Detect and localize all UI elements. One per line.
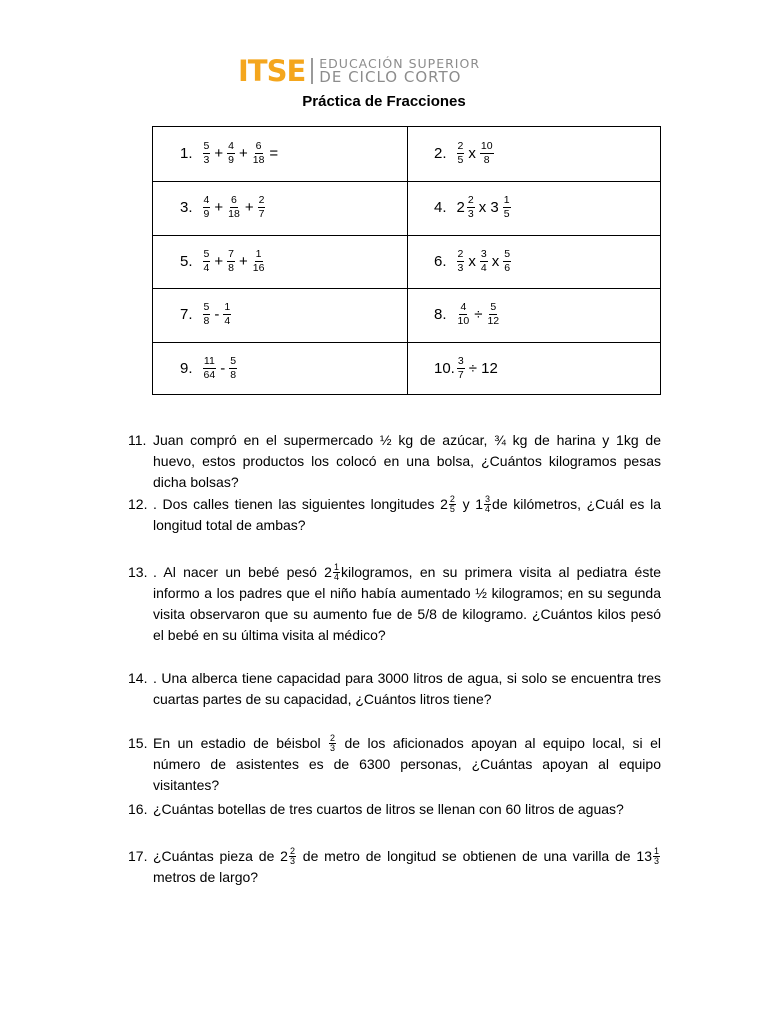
fraction-numerator: 3: [457, 355, 464, 367]
fraction-denominator: 4: [224, 315, 231, 327]
fraction-denominator: 8: [483, 154, 490, 166]
problem-text-segment: de metro de longitud se obtienen de una varilla de 13: [296, 848, 652, 864]
inline-fraction: [289, 847, 296, 866]
word-problem: [128, 494, 661, 536]
fraction-numerator: 3: [480, 248, 487, 260]
fraction: [503, 195, 511, 220]
fraction-denominator: 9: [203, 208, 210, 220]
operator: -: [214, 306, 220, 323]
problem-text: [153, 494, 661, 536]
exercise-number: 9.: [180, 360, 193, 377]
fraction: [227, 249, 235, 274]
fraction-denominator: 8: [203, 315, 210, 327]
fraction-denominator: 3: [457, 262, 464, 274]
fraction: [252, 249, 266, 274]
fraction-numerator: 4: [460, 301, 467, 313]
fraction-numerator: 4: [203, 194, 210, 206]
operator: ÷: [474, 306, 483, 323]
fraction-numerator: 11: [203, 355, 215, 367]
fraction-numerator: 6: [231, 194, 237, 206]
problem-number: 14.: [128, 670, 148, 686]
problem-text-segment: . Al nacer un bebé pesó 2: [153, 564, 332, 580]
fraction-denominator: 64: [203, 369, 216, 381]
operator: +: [214, 145, 224, 162]
fraction-denominator: 10: [457, 315, 470, 327]
fraction: [229, 356, 237, 381]
fraction-numerator: 3: [485, 493, 491, 504]
fraction-numerator: 2: [289, 845, 295, 856]
fraction: [223, 302, 231, 327]
word-problem: [128, 799, 661, 820]
problem-text-segment: En un estadio de béisbol: [153, 735, 329, 751]
fraction-denominator: 4: [203, 262, 210, 274]
fraction-denominator: 8: [230, 369, 237, 381]
exercise-number: 10.: [434, 360, 455, 377]
fraction-numerator: 2: [457, 248, 464, 260]
word-problem: [128, 846, 661, 888]
problem-text-segment: de los aficionados apoyan al equipo local, si el número de asistentes es de 6300 personas, ¿Cuántas apoyan al equipo visitantes?: [153, 735, 661, 793]
fraction-denominator: 3: [653, 855, 659, 866]
fraction: [227, 141, 235, 166]
exercise-number: 8.: [434, 306, 447, 323]
problem-text-segment: de kilómetros, ¿Cuál es la longitud total de ambas?: [153, 496, 661, 533]
page-title: Práctica de Fracciones: [302, 93, 466, 110]
inline-fraction: [329, 734, 336, 753]
exercise-number: 6.: [434, 253, 447, 270]
problem-text-segment: . Dos calles tienen las siguientes longitudes 2: [153, 496, 448, 512]
fraction: [486, 302, 500, 327]
exercise-number: 7.: [180, 306, 193, 323]
problem-number: 11.: [128, 432, 147, 448]
exercise-cell: [180, 235, 267, 288]
operator: =: [269, 145, 279, 162]
fraction-denominator: 6: [504, 262, 511, 274]
fraction-denominator: 5: [457, 154, 464, 166]
problem-number: 17.: [128, 848, 148, 864]
problem-text: [153, 430, 661, 493]
problem-text-segment: metros de largo?: [153, 869, 259, 885]
operator: -: [220, 360, 226, 377]
problem-text-segment: . Una alberca tiene capacidad para 3000 litros de agua, si solo se encuentra tres cuartas partes de su capacidad, ¿Cuántos litros tiene?: [153, 670, 661, 707]
inline-fraction: [484, 495, 491, 514]
fraction-numerator: 2: [449, 493, 455, 504]
fraction-numerator: 5: [203, 301, 210, 313]
fraction-denominator: 4: [480, 262, 487, 274]
problem-text: [153, 668, 661, 710]
fraction-numerator: 5: [504, 248, 511, 260]
fraction-denominator: 9: [228, 154, 234, 166]
logo-line-1: EDUCACIÓN SUPERIOR: [319, 56, 481, 71]
operator: +: [214, 253, 224, 270]
inline-fraction: [449, 495, 456, 514]
fraction-denominator: 18: [252, 154, 265, 166]
exercise-cell: [180, 288, 233, 341]
exercise-cell: [434, 288, 502, 341]
exercise-cell: [180, 127, 280, 180]
fraction: [203, 302, 211, 327]
fraction: [457, 356, 465, 381]
exercise-number: 1.: [180, 145, 193, 162]
exercise-cell: [180, 181, 267, 234]
operator: x: [491, 253, 500, 270]
problem-text: [153, 562, 661, 646]
fraction-numerator: 10: [480, 140, 493, 152]
inline-fraction: [653, 847, 660, 866]
operator: x: [468, 253, 476, 270]
fraction-numerator: 1: [255, 248, 262, 260]
fraction-denominator: 3: [330, 742, 336, 753]
exercise-number: 3.: [180, 199, 193, 216]
fraction-denominator: 8: [228, 262, 234, 274]
exercise-cell: [434, 235, 513, 288]
problem-text-segment: ¿Cuántas pieza de 2: [153, 848, 288, 864]
fraction: [203, 356, 217, 381]
problem-text: [153, 799, 661, 820]
fraction: [227, 195, 241, 220]
fraction-numerator: 2: [457, 140, 464, 152]
operator: +: [244, 199, 254, 216]
problem-number: 15.: [128, 735, 148, 751]
fraction-denominator: 5: [503, 208, 510, 220]
fraction-denominator: 7: [258, 208, 265, 220]
fraction-denominator: 4: [485, 503, 491, 514]
problem-number: 13.: [128, 564, 148, 580]
fraction-numerator: 5: [490, 301, 497, 313]
fraction: [467, 195, 475, 220]
fraction: [457, 141, 465, 166]
fraction-numerator: 7: [228, 248, 234, 260]
fraction-denominator: 16: [252, 262, 265, 274]
fraction-numerator: 5: [230, 355, 237, 367]
fraction-denominator: 5: [449, 503, 455, 514]
logo-divider: [311, 58, 313, 84]
fraction-denominator: 3: [467, 208, 474, 220]
logo-mark: ITSE: [238, 54, 306, 88]
problem-text-segment: kilogramos, en su primera visita al pediatra éste informo a los padres que el niño había aumentado ½ kilogramos; en su segunda visita observaron que su aumento fue de 5/8 de kilogramo. ¿Cuántos kilos pesó el bebé en su última visita al médico?: [153, 564, 661, 643]
exercise-cell: [434, 342, 500, 395]
fraction-numerator: 2: [330, 732, 336, 743]
logo-text: [319, 57, 480, 85]
problem-text: [153, 733, 661, 796]
fraction-denominator: 18: [228, 208, 240, 220]
fraction: [480, 141, 494, 166]
inline-fraction: [333, 563, 340, 582]
fraction-numerator: 5: [203, 140, 210, 152]
exercise-cell: [434, 127, 496, 180]
table-column-divider: [407, 127, 408, 394]
fraction-numerator: 2: [258, 194, 265, 206]
operator: +: [214, 199, 224, 216]
logo-line-2: DE CICLO CORTO: [319, 68, 462, 86]
word-problem: [128, 430, 661, 493]
problem-number: 16.: [128, 801, 148, 817]
fraction-numerator: 1: [333, 561, 339, 572]
fraction: [457, 249, 465, 274]
exercise-table: [152, 126, 661, 395]
exercise-cell: [434, 181, 513, 234]
fraction: [203, 249, 211, 274]
fraction: [457, 302, 471, 327]
operator: x: [468, 145, 476, 162]
fraction: [203, 195, 211, 220]
itse-logo: [238, 54, 481, 88]
exercise-number: 5.: [180, 253, 193, 270]
fraction-numerator: 2: [467, 194, 474, 206]
whole-number: 2: [456, 199, 465, 216]
operator: ÷ 12: [468, 360, 498, 377]
problem-text: [153, 846, 661, 888]
word-problem: [128, 668, 661, 710]
exercise-number: 4.: [434, 199, 447, 216]
fraction-denominator: 12: [487, 315, 500, 327]
fraction-denominator: 7: [457, 369, 464, 381]
exercise-cell: [180, 342, 239, 395]
problem-text-segment: y 1: [456, 496, 484, 512]
problem-number: 12.: [128, 496, 148, 512]
exercise-number: 2.: [434, 145, 447, 162]
word-problem: [128, 562, 661, 646]
fraction-numerator: 1: [653, 845, 659, 856]
fraction-numerator: 5: [203, 248, 210, 260]
fraction-numerator: 4: [228, 140, 234, 152]
problem-text-segment: ¿Cuántas botellas de tres cuartos de litros se llenan con 60 litros de aguas?: [153, 801, 624, 817]
word-problem: [128, 733, 661, 796]
fraction: [252, 141, 266, 166]
fraction: [503, 249, 511, 274]
fraction-numerator: 1: [224, 301, 231, 313]
fraction: [258, 195, 266, 220]
fraction-numerator: 1: [503, 194, 510, 206]
problem-text-segment: Juan compró en el supermercado ½ kg de azúcar, ¾ kg de harina y 1kg de huevo, estos productos los colocó en una bolsa, ¿Cuántos kilogramos pesas dicha bolsas?: [153, 432, 661, 490]
fraction-denominator: 4: [333, 571, 339, 582]
fraction-numerator: 6: [255, 140, 262, 152]
operator: +: [238, 145, 248, 162]
operator: x 3: [478, 199, 499, 216]
fraction: [203, 141, 211, 166]
fraction: [480, 249, 488, 274]
fraction-denominator: 3: [203, 154, 210, 166]
fraction-denominator: 3: [289, 855, 295, 866]
operator: +: [238, 253, 248, 270]
